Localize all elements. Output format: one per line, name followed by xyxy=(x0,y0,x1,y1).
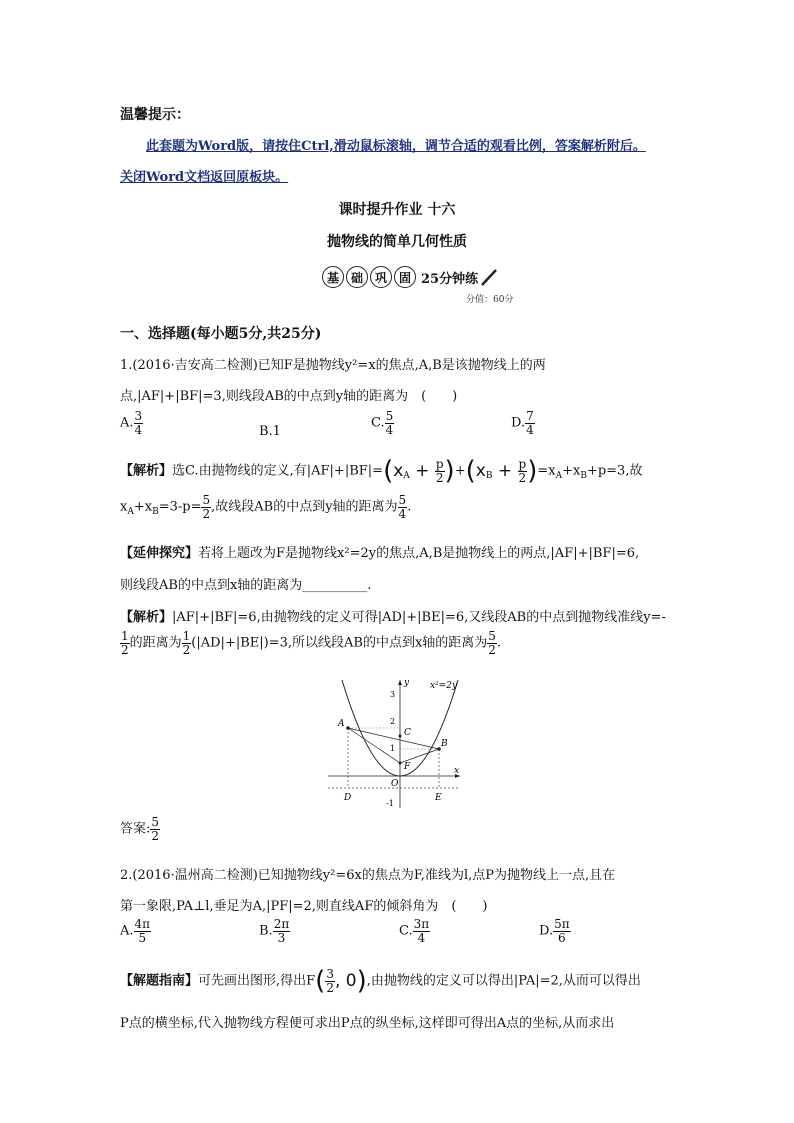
sol1-text: +x xyxy=(562,463,581,479)
q1-line-2: 点,|AF|+|BF|=3,则线段AB的中点到y轴的距离为 ( ) xyxy=(120,389,458,404)
frac-num: 5 xyxy=(398,493,407,507)
banner-char: 础 xyxy=(346,266,368,288)
option-label: D. xyxy=(511,415,526,431)
frac-num: 2π xyxy=(273,917,290,931)
sol2-line-1 xyxy=(120,606,666,625)
point-f xyxy=(399,762,402,765)
tick-label: 1 xyxy=(390,744,396,753)
frac-den: 5 xyxy=(138,930,147,945)
frac-den: 2 xyxy=(121,642,129,657)
sol1-text: x xyxy=(120,499,128,515)
frac-den: 2 xyxy=(435,470,444,485)
q1-option-d xyxy=(511,410,535,436)
analysis-tag: 【解析】 xyxy=(120,610,173,625)
point-label-f: F xyxy=(404,762,411,772)
frac-den: 2 xyxy=(326,980,334,995)
ext-line-1 xyxy=(120,542,639,561)
paren-open: ( xyxy=(383,456,394,486)
ext-line-2: 则线段AB的中点到x轴的距离为__________. xyxy=(120,578,372,593)
tick-label: -1 xyxy=(386,799,394,808)
guide-text: 可先画出图形,得出F xyxy=(198,973,316,989)
frac-den: 2 xyxy=(488,642,496,657)
tick-label: 3 xyxy=(390,690,396,699)
guide-line-1 xyxy=(120,966,641,996)
answer-line xyxy=(120,816,160,842)
curve-label: x²=2y xyxy=(430,681,458,691)
subscript: A xyxy=(127,507,134,518)
option-label: B. xyxy=(259,923,273,939)
analysis-tag: 【解析】 xyxy=(120,463,173,479)
y-axis-label: y xyxy=(404,678,410,688)
point-label-d: D xyxy=(344,793,352,803)
frac-den: 4 xyxy=(526,422,534,437)
q2-option-c xyxy=(399,918,430,944)
frac-num: 1 xyxy=(182,629,191,643)
var-x: x xyxy=(475,461,486,481)
ext-text: 若将上题改为F是抛物线x²=2y的焦点,A,B是抛物线上的两点,|AF|+|BF|=6, xyxy=(198,546,640,561)
frac-num: 4π xyxy=(134,917,151,931)
sol2-text: (|AD|+|BE|)=3,所以线段AB的中点到x轴的距离为 xyxy=(191,635,488,651)
paren-close: ) xyxy=(444,456,455,486)
tip-line-2: 关闭Word文档返回原板块。 xyxy=(120,170,289,185)
q2-option-d xyxy=(539,918,571,944)
sol1-text: =x xyxy=(537,463,556,479)
score-label: 分值：60分 xyxy=(466,295,514,305)
q2-option-b xyxy=(259,918,290,944)
subscript: A xyxy=(555,471,563,482)
page-title: 课时提升作业 十六 xyxy=(338,202,456,218)
frac-num: 5 xyxy=(488,629,496,643)
sol1-text: ,故线段AB的中点到y轴的距离为 xyxy=(211,499,398,515)
sol2-text: |AF|+|BF|=6,由抛物线的定义可得|AD|+|BE|=6,又线段AB的中点到抛物线准线y=- xyxy=(172,610,666,625)
sol1-text: +p=3,故 xyxy=(586,463,643,479)
frac-den: 2 xyxy=(182,642,191,657)
frac-num: 3 xyxy=(134,409,143,423)
frac-den: 3 xyxy=(277,930,286,945)
point-label-b: B xyxy=(441,739,448,749)
q1-option-b: B.1 xyxy=(259,424,281,439)
q2-option-a xyxy=(120,918,151,944)
guide-tag: 【解题指南】 xyxy=(120,973,199,989)
q1-line-1: 1.(2016·吉安高二检测)已知F是抛物线y²=x的焦点,A,B是该抛物线上的两 xyxy=(120,358,546,373)
banner-char: 巩 xyxy=(370,266,392,288)
var-x: x xyxy=(393,461,404,481)
page-subtitle: 抛物线的简单几何性质 xyxy=(327,234,467,250)
frac-num: p xyxy=(518,456,527,471)
frac-den: 2 xyxy=(202,506,211,521)
frac-den: 4 xyxy=(385,422,394,437)
paren-close: ) xyxy=(527,456,538,486)
option-label: C. xyxy=(371,415,385,431)
frac-den: 4 xyxy=(417,930,426,945)
frac-num: 5 xyxy=(202,493,211,507)
sol1-line-2 xyxy=(120,494,411,520)
parabola-figure xyxy=(324,676,464,810)
plus-sign: + xyxy=(409,461,435,481)
guide-text: ,由抛物线的定义可以得出|PA|=2,从而可以得出 xyxy=(366,973,641,989)
y-axis-arrow xyxy=(398,680,402,685)
point-label-e: E xyxy=(435,793,442,803)
point-label-c: C xyxy=(404,728,411,738)
subscript: B xyxy=(580,471,587,482)
q1-option-c xyxy=(371,410,394,436)
point-a xyxy=(346,726,350,730)
option-label: A. xyxy=(120,923,134,939)
sol1-text: =3-p= xyxy=(158,499,202,515)
guide-line-2: P点的横坐标,代入抛物线方程便可求出P点的纵坐标,这样即可得出A点的坐标,从而求出 xyxy=(120,1016,615,1031)
sol1-text: +x xyxy=(133,499,153,515)
point-label-o: O xyxy=(391,779,399,789)
sol1-text: . xyxy=(407,499,412,515)
frac-num: 3 xyxy=(326,966,334,981)
tip-title: 温馨提示： xyxy=(120,107,190,123)
sol1-text: 选C.由抛物线的定义,有|AF|+|BF|= xyxy=(172,463,384,479)
paren-open: ( xyxy=(315,966,326,996)
q2-line-1: 2.(2016·温州高二检测)已知抛物线y²=6x的焦点为F,准线为l,点P为抛物线上一点,且在 xyxy=(120,868,616,883)
frac-den: 4 xyxy=(134,422,143,437)
tip-line-1: 此套题为Word版，请按住Ctrl,滑动鼠标滚轴，调节合适的观看比例，答案解析附后。 xyxy=(146,139,646,154)
tick-label: 2 xyxy=(390,717,396,726)
subscript: B xyxy=(152,507,159,518)
point-tail: , 0 xyxy=(334,971,357,991)
sol2-line-2 xyxy=(120,630,501,656)
paren-close: ) xyxy=(356,966,367,996)
sol1-line-1: 【解析】选C.由抛物线的定义,有$|AF|+|BF|=(x_A$ + $\frac{p}{2}$ )$+(x_B$ + $\frac{p}{2}$ )$=x_A+x_B+p=3$,故 xyxy=(120,456,643,486)
pen-icon xyxy=(480,267,498,287)
option-label: D. xyxy=(539,923,554,939)
sol2-text: 的距离为 xyxy=(129,635,182,651)
q1-option-a xyxy=(120,410,143,436)
option-label: C. xyxy=(399,923,413,939)
point-c xyxy=(399,735,402,738)
segment-bf xyxy=(400,749,439,763)
frac-den: 2 xyxy=(151,828,160,843)
frac-num: 5π xyxy=(554,917,570,931)
banner-char: 固 xyxy=(394,266,416,288)
plus-sign: + xyxy=(492,461,518,481)
option-label: A. xyxy=(120,415,134,431)
ext-tag: 【延伸探究】 xyxy=(120,546,199,561)
section-heading: 一、选择题(每小题5分,共25分) xyxy=(120,326,322,342)
frac-den: 2 xyxy=(518,470,527,485)
frac-num: 5 xyxy=(385,409,394,423)
banner-char: 基 xyxy=(322,266,344,288)
sol2-text: . xyxy=(496,635,502,651)
practice-banner xyxy=(322,266,498,288)
frac-num: 1 xyxy=(121,629,129,643)
frac-den: 4 xyxy=(398,506,407,521)
answer-label: 答案: xyxy=(120,821,151,837)
frac-num: 3π xyxy=(413,917,430,931)
subscript: A xyxy=(403,471,410,482)
frac-num: 5 xyxy=(151,815,160,829)
banner-minutes: 25分钟练 xyxy=(421,271,479,287)
frac-num: p xyxy=(435,456,444,471)
paren-open: ( xyxy=(465,456,476,486)
x-axis-label: x xyxy=(454,766,460,776)
subscript: B xyxy=(485,471,493,482)
frac-den: 6 xyxy=(558,930,566,945)
point-label-a: A xyxy=(338,719,345,729)
q2-line-2: 第一象限,PA⊥l,垂足为A,|PF|=2,则直线AF的倾斜角为 ( ) xyxy=(120,899,488,914)
frac-num: 7 xyxy=(526,409,534,423)
